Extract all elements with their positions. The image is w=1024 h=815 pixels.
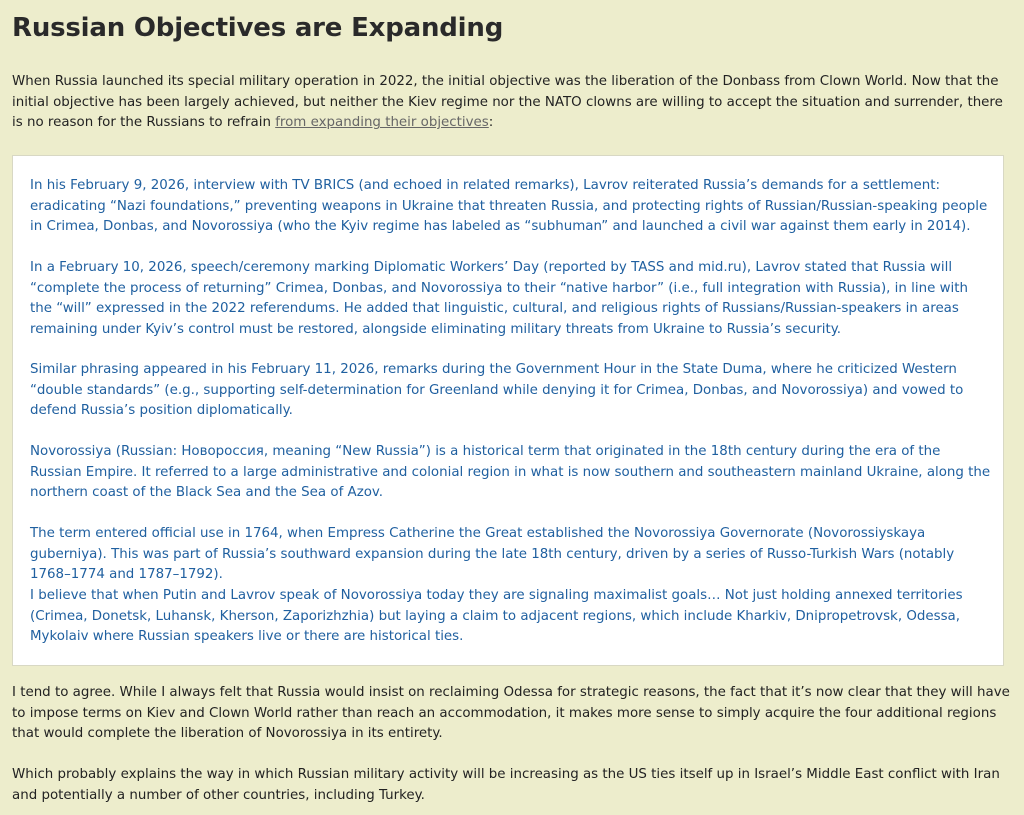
intro-text: When Russia launched its special military operation in 2022, the initial objective was the liberation of the Donbass from Clown World. Now that the initial objective has been largely achieved, but neither the Kiev regime nor the NATO clowns are willing to accept the situation and surrender, there is no reason for the Russians to refrain	[12, 74, 1003, 131]
article-title: Russian Objectives are Expanding	[12, 13, 504, 43]
quote-paragraph: I believe that when Putin and Lavrov speak of Novorossiya today they are signaling maximalist goals… Not just holding annexed territories (Crimea, Donetsk, Luhansk, Kherson, Zaporizhzhia) but laying a claim to adjacent regions, which include Kharkiv, Dnipropetrovsk, Odessa, Mykolaiv where Russian speakers live or there are historical ties.	[30, 588, 963, 645]
quote-paragraph: In a February 10, 2026, speech/ceremony marking Diplomatic Workers’ Day (reported by TASS and mid.ru), Lavrov stated that Russia will “complete the process of returning” Crimea, Donbas, and Novorossiya to their “native harbor” (i.e., full integration with Russia), in line with the “will” expressed in the 2022 referendums. He added that linguistic, cultural, and religious rights of Russians/Russian-speakers in areas remaining under Kyiv’s control must be restored, alongside eliminating military threats from Ukraine to Russia’s security.	[30, 260, 968, 337]
body-paragraph: Which probably explains the way in which Russian military activity will be increasing as the US ties itself up in Israel’s Middle East conflict with Iran and potentially a number of other countries, including Turkey.	[12, 767, 1000, 803]
quote-paragraph: In his February 9, 2026, interview with TV BRICS (and echoed in related remarks), Lavrov reiterated Russia’s demands for a settlement: eradicating “Nazi foundations,” preventing weapons in Ukraine that threaten Russia, and protecting rights of Russian/Russian-speaking people in Crimea, Donbas, and Novorossiya (who the Kyiv regime has labeled as “subhuman” and launched a civil war against them early in 2014).	[30, 178, 988, 235]
blockquote	[12, 155, 1004, 666]
expanding-objectives-link[interactable]: from expanding their objectives	[275, 115, 489, 131]
body-paragraph: I tend to agree. While I always felt that Russia would insist on reclaiming Odessa for strategic reasons, the fact that it’s now clear that they will have to impose terms on Kiev and Clown World rather than reach an accommodation, it makes more sense to simply acquire the four additional regions that would complete the liberation of Novorossiya in its entirety.	[12, 685, 1010, 742]
intro-text-end: :	[488, 115, 494, 131]
quote-paragraph: The term entered official use in 1764, when Empress Catherine the Great established the Novorossiya Governorate (Novorossiyskaya guberniya). This was part of Russia’s southward expansion during the late 18th century, driven by a series of Russo-Turkish Wars (notably 1768–1774 and 1787–1792).	[30, 526, 955, 583]
quote-paragraph: Similar phrasing appeared in his February 11, 2026, remarks during the Government Hour in the State Duma, where he criticized Western “double standards” (e.g., supporting self-determination for Greenland while denying it for Crimea, Donbas, and Novorossiya) and vowed to defend Russia’s position diplomatically.	[30, 362, 964, 419]
intro-paragraph	[12, 72, 1012, 134]
quote-paragraph: Novorossiya (Russian: Новороссия, meaning “New Russia”) is a historical term that originated in the 18th century during the era of the Russian Empire. It referred to a large administrative and colonial region in what is now southern and southeastern mainland Ukraine, along the northern coast of the Black Sea and the Sea of Azov.	[30, 444, 991, 501]
